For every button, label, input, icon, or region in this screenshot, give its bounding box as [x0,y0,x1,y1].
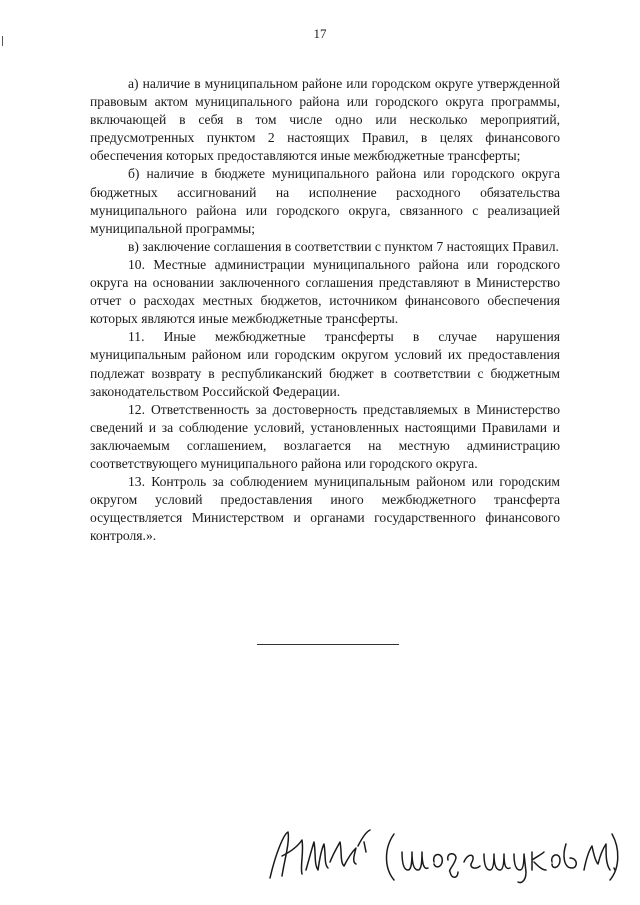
paragraph-11: 11. Иные межбюджетные трансферты в случае нарушения муниципальным районом или городским округом условий их предоставления подлежат возврату в республиканский бюджет в соответствии с бюджетным законодательством Российской Федерации. [90,329,560,399]
paragraph-13: 13. Контроль за соблюдением муниципальным районом или городским округом условий предоставления иного межбюджетного трансферта осуществляется Министерством и органами государственного финансового контроля.». [90,474,560,544]
document-body [90,75,560,545]
paragraph-a: а) наличие в муниципальном районе или городском округе утвержденной правовым актом муниципального района или городского округа программы, включающей в себя в том числе одно или несколько мероприятий, предусмотренных пунктом 2 настоящих Правил, в целях финансового обеспечения которых предоставляются иные межбюджетные трансферты; [90,76,560,164]
paragraph-v: в) заключение соглашения в соответствии с пунктом 7 настоящих Правил. [128,238,559,254]
paragraph-10: 10. Местные администрации муниципального района или городского округа на основании заключенного соглашения представляют в Министерство отчет о расходах местных бюджетов, источником финансового обеспечения которых являются иные межбюджетные трансферты. [90,256,560,327]
page-number: 17 [313,26,327,41]
paragraph-b: б) наличие в бюджете муниципального района или городского округа бюджетных ассигнований на исполнение расходного обязательства муниципального района или городского округа, связанного с реализацией муниципальной программы; [90,166,560,236]
paragraph-12: 12. Ответственность за достоверность представляемых в Министерство сведений и за соблюдение условий, установленных настоящими Правилами и заключаемым соглашением, возлагается на местную администрацию соответствующего муниципального района или городского округа. [90,401,560,471]
handwritten-signature [262,812,622,890]
signature-drawing [262,812,622,890]
end-separator-line [257,644,399,645]
